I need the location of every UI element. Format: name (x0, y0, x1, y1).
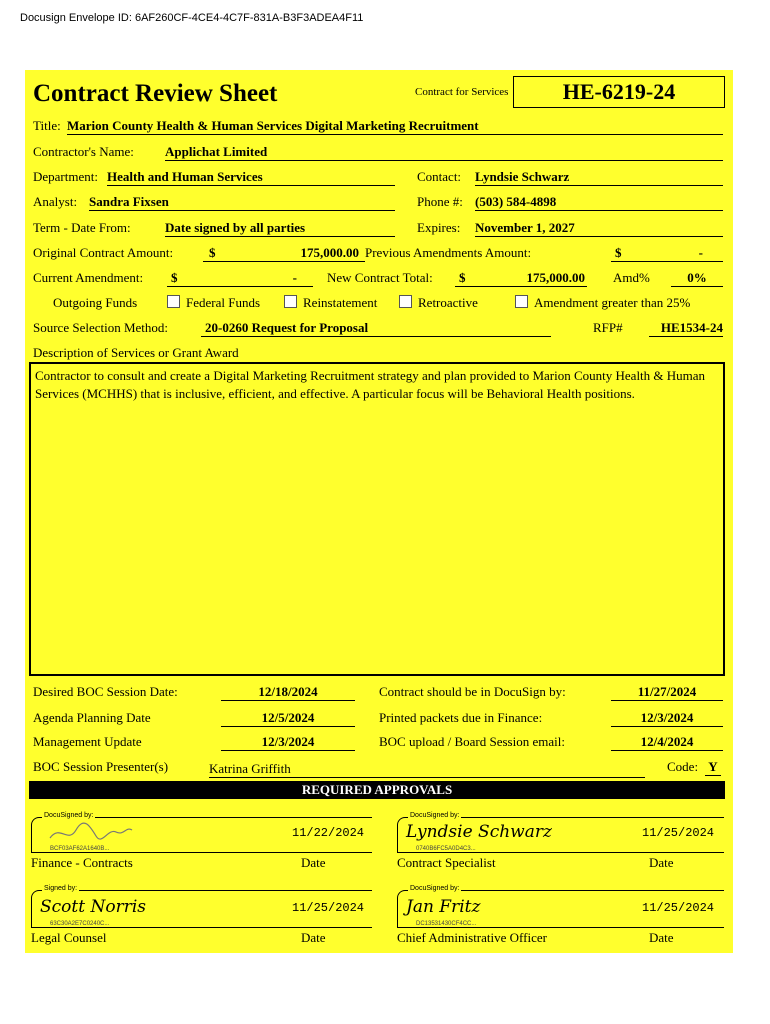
required-approvals-header: REQUIRED APPROVALS (29, 781, 725, 799)
presenter-value: Katrina Griffith (209, 761, 645, 778)
approval-role: Chief Administrative Officer (397, 930, 547, 945)
term-value: Date signed by all parties (165, 220, 395, 237)
outgoing-funds-label: Outgoing Funds (53, 295, 138, 310)
management-update-label: Management Update (33, 734, 142, 749)
checkbox-box[interactable] (284, 295, 297, 308)
signature-image: Scott Norris (40, 897, 146, 917)
new-total-label: New Contract Total: (327, 270, 433, 285)
signature-hash: BCF03AF62A1640B... (50, 846, 110, 852)
printed-packets-value: 12/3/2024 (611, 710, 723, 727)
current-amend-value: - (292, 270, 297, 285)
prev-amend-label: Previous Amendments Amount: (365, 245, 532, 260)
signature-tag: DocuSigned by: (410, 812, 460, 819)
contract-number: HE-6219-24 (513, 76, 725, 108)
title-label: Title: (33, 118, 61, 133)
rfp-value: HE1534-24 (649, 320, 723, 337)
boc-session-date-label: Desired BOC Session Date: (33, 684, 178, 699)
docusign-by-value: 11/27/2024 (611, 684, 723, 701)
checkbox-label: Reinstatement (303, 295, 378, 310)
contract-for-label: Contract for Services (415, 86, 509, 98)
approval-date: 11/25/2024 (292, 901, 365, 915)
agenda-planning-label: Agenda Planning Date (33, 710, 151, 725)
presenter-label: BOC Session Presenter(s) (33, 759, 169, 774)
amendment-over-25-checkbox[interactable] (515, 295, 690, 311)
approval-date-label: Date (301, 930, 326, 945)
contact-value: Lyndsie Schwarz (475, 169, 723, 186)
signature-hash: DC13531430CF4CC... (416, 921, 477, 927)
management-update-value: 12/3/2024 (221, 734, 355, 751)
title-value: Marion County Health & Human Services Digital Marketing Recruitment (67, 118, 723, 135)
contractor-label: Contractor's Name: (33, 144, 134, 159)
orig-amount-value: 175,000.00 (300, 245, 359, 260)
approval-date: 11/25/2024 (642, 901, 715, 915)
orig-amount-currency: $ (209, 245, 216, 260)
amd-pct-label: Amd% (613, 270, 650, 285)
signature-image: Lyndsie Schwarz (406, 822, 552, 842)
description-label: Description of Services or Grant Award (33, 345, 239, 360)
approval-date-label: Date (649, 930, 674, 945)
approval-signature-legal (31, 885, 372, 928)
current-amend-line (167, 270, 313, 287)
orig-amount-line (203, 245, 365, 262)
phone-label: Phone #: (417, 194, 463, 209)
expires-label: Expires: (417, 220, 461, 235)
printed-packets-label: Printed packets due in Finance: (379, 710, 543, 725)
envelope-id: Docusign Envelope ID: 6AF260CF-4CE4-4C7F-831A-B3F3ADEA4F11 (20, 12, 364, 24)
analyst-value: Sandra Fixsen (89, 194, 395, 211)
approval-date: 11/22/2024 (292, 826, 365, 840)
department-label: Department: (33, 169, 98, 184)
new-total-value: 175,000.00 (526, 270, 585, 285)
sheet-title: Contract Review Sheet (33, 80, 278, 107)
signature-tag: Signed by: (44, 885, 78, 892)
approval-date-label: Date (301, 855, 326, 870)
approval-date: 11/25/2024 (642, 826, 715, 840)
source-selection-value (201, 320, 551, 337)
checkbox-box[interactable] (515, 295, 528, 308)
checkbox-box[interactable] (167, 295, 180, 308)
orig-amount-label: Original Contract Amount: (33, 245, 174, 260)
prev-amend-line (611, 245, 723, 262)
signature-hash: 63C30A2E7C0240C... (50, 921, 110, 927)
reinstatement-checkbox[interactable] (284, 295, 377, 311)
federal-funds-checkbox[interactable] (167, 295, 260, 311)
expires-value: November 1, 2027 (475, 220, 723, 237)
code-label: Code: (667, 759, 699, 774)
signature-tag: DocuSigned by: (410, 885, 460, 892)
contact-label: Contact: (417, 169, 462, 184)
checkbox-box[interactable] (399, 295, 412, 308)
signature-image: Jan Fritz (406, 897, 481, 917)
department-value: Health and Human Services (107, 169, 395, 186)
source-selection-text: 20-0260 Request for Proposal (205, 320, 369, 335)
signature-tag: DocuSigned by: (44, 812, 94, 819)
approval-role: Legal Counsel (31, 930, 107, 945)
checkbox-label: Retroactive (418, 295, 478, 310)
docusign-by-label: Contract should be in DocuSign by: (379, 684, 566, 699)
description-box: Contractor to consult and create a Digital Marketing Recruitment strategy and plan provided to Marion County Health & Human Services (MCHHS) that is inclusive, efficient, and effective. A particular focus will be Behavioral Health positions. (29, 362, 725, 676)
prev-amend-value: - (698, 245, 703, 260)
source-selection-label: Source Selection Method: (33, 320, 169, 335)
review-sheet (25, 70, 733, 953)
checkbox-label: Amendment greater than 25% (534, 295, 691, 310)
new-total-line (455, 270, 587, 287)
boc-session-date-value: 12/18/2024 (221, 684, 355, 701)
agenda-planning-value: 12/5/2024 (221, 710, 355, 727)
checkbox-label: Federal Funds (186, 295, 261, 310)
approval-date-label: Date (649, 855, 674, 870)
contractor-value: Applichat Limited (165, 144, 723, 161)
code-value: Y (705, 759, 721, 776)
signature-hash: 0740B6FC5A0D4C3... (416, 846, 476, 852)
approval-role: Finance - Contracts (31, 855, 133, 870)
current-amend-currency: $ (171, 270, 178, 285)
boc-upload-value: 12/4/2024 (611, 734, 723, 751)
phone-value: (503) 584-4898 (475, 194, 723, 211)
prev-amend-currency: $ (615, 245, 622, 260)
current-amend-label: Current Amendment: (33, 270, 144, 285)
rfp-label: RFP# (593, 320, 623, 335)
approval-signature-finance (31, 812, 372, 853)
approval-signature-contract-specialist (397, 812, 724, 853)
retroactive-checkbox[interactable] (399, 295, 478, 311)
finance-signature-icon (46, 822, 136, 844)
analyst-label: Analyst: (33, 194, 78, 209)
amd-pct-value: 0% (671, 270, 723, 287)
approval-role: Contract Specialist (397, 855, 496, 870)
approval-signature-cao (397, 885, 724, 928)
boc-upload-label: BOC upload / Board Session email: (379, 734, 565, 749)
new-total-currency: $ (459, 270, 466, 285)
term-label: Term - Date From: (33, 220, 131, 235)
